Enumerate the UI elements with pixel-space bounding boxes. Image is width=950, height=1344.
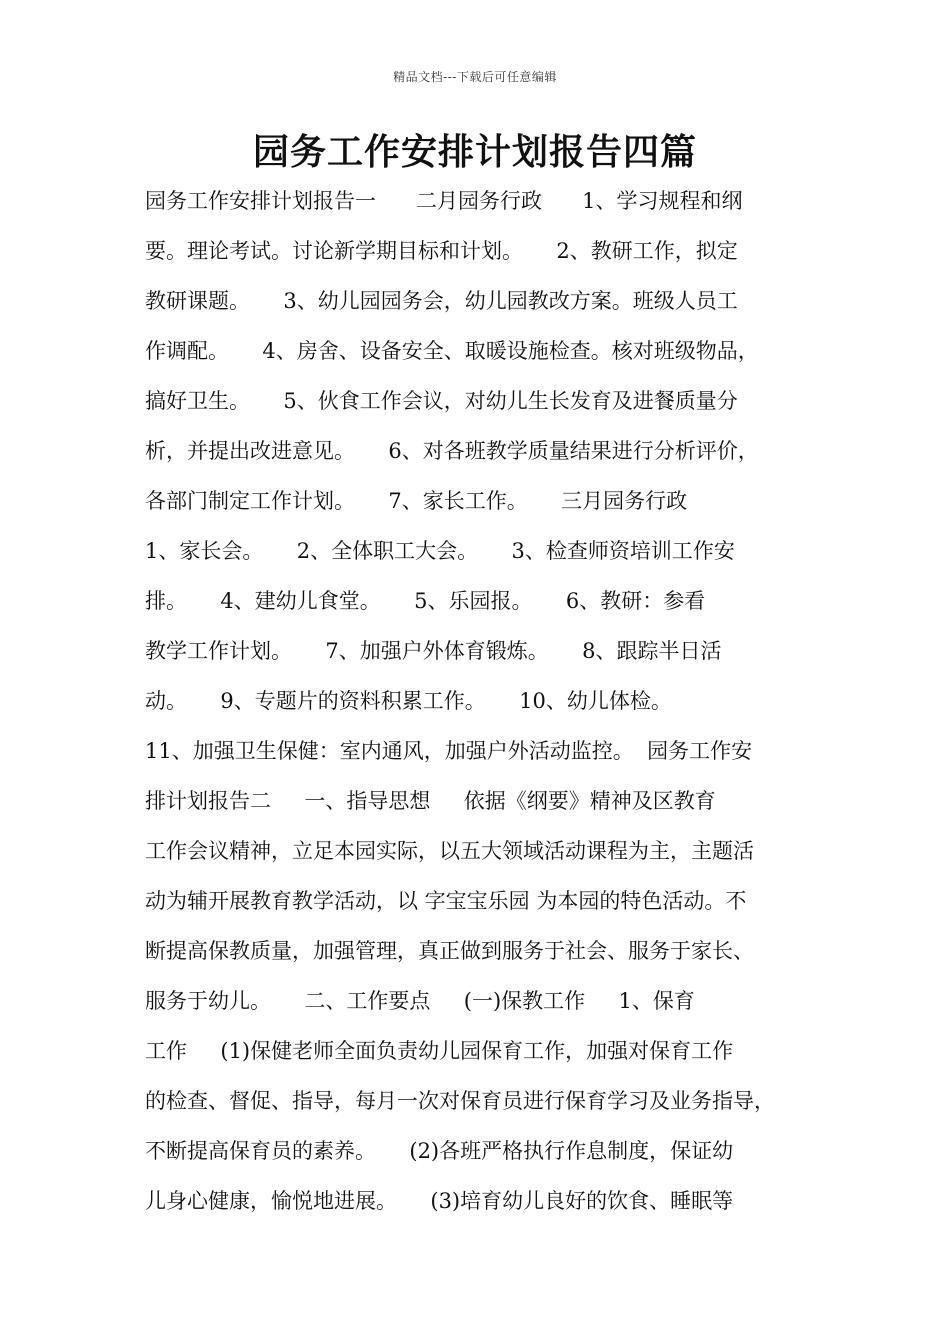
body-line: 园务工作安排计划报告一 二月园务行政 1、学习规程和纲: [145, 189, 743, 213]
body-line: 动为辅开展教育教学活动，以 字宝宝乐园 为本园的特色活动。不: [145, 889, 747, 913]
body-line: 动。 9、专题片的资料积累工作。 10、幼儿体检。: [145, 689, 672, 713]
body-line: 各部门制定工作计划。 7、家长工作。 三月园务行政: [145, 489, 688, 513]
body-line: 教学工作计划。 7、加强户外体育锻炼。 8、跟踪半日活: [145, 639, 722, 663]
header-note: 精品文档---下载后可任意编辑: [393, 70, 557, 84]
body-line: 析，并提出改进意见。 6、对各班教学质量结果进行分析评价，: [145, 439, 759, 463]
body-line: 儿身心健康，愉悦地进展。 (3)培育幼儿良好的饮食、睡眠等: [145, 1189, 734, 1213]
body-line: 不断提高保育员的素养。 (2)各班严格执行作息制度，保证幼: [145, 1139, 734, 1163]
body-line: 断提高保教质量，加强管理，真正做到服务于社会、服务于家长、: [145, 939, 754, 963]
document-title: 园务工作安排计划报告四篇: [252, 131, 697, 173]
body-line: 要。理论考试。讨论新学期目标和计划。 2、教研工作，拟定: [145, 239, 738, 263]
body-line: 排计划报告二 一、指导思想 依据《纲要》精神及区教育: [145, 789, 716, 813]
body-line: 搞好卫生。 5、伙食工作会议，对幼儿生长发育及进餐质量分: [145, 389, 738, 413]
body-line: 服务于幼儿。 二、工作要点 (一)保教工作 1、保育: [145, 989, 695, 1013]
body-line: 作调配。 4、房舍、设备安全、取暖设施检查。核对班级物品，: [145, 339, 759, 363]
body-line: 11、加强卫生保健：室内通风，加强户外活动监控。 园务工作安: [145, 739, 753, 763]
body-line: 的检查、督促、指导，每月一次对保育员进行保育学习及业务指导，: [145, 1089, 775, 1113]
body-text: [145, 176, 815, 1226]
body-line: 工作 (1)保健老师全面负责幼儿园保育工作，加强对保育工作: [145, 1039, 734, 1063]
body-line: 教研课题。 3、幼儿园园务会，幼儿园教改方案。班级人员工: [145, 289, 738, 313]
body-line: 排。 4、建幼儿食堂。 5、乐园报。 6、教研：参看: [145, 589, 706, 613]
body-line: 1、家长会。 2、全体职工大会。 3、检查师资培训工作安: [145, 539, 735, 563]
body-line: 工作会议精神，立足本园实际，以五大领域活动课程为主，主题活: [145, 839, 754, 863]
